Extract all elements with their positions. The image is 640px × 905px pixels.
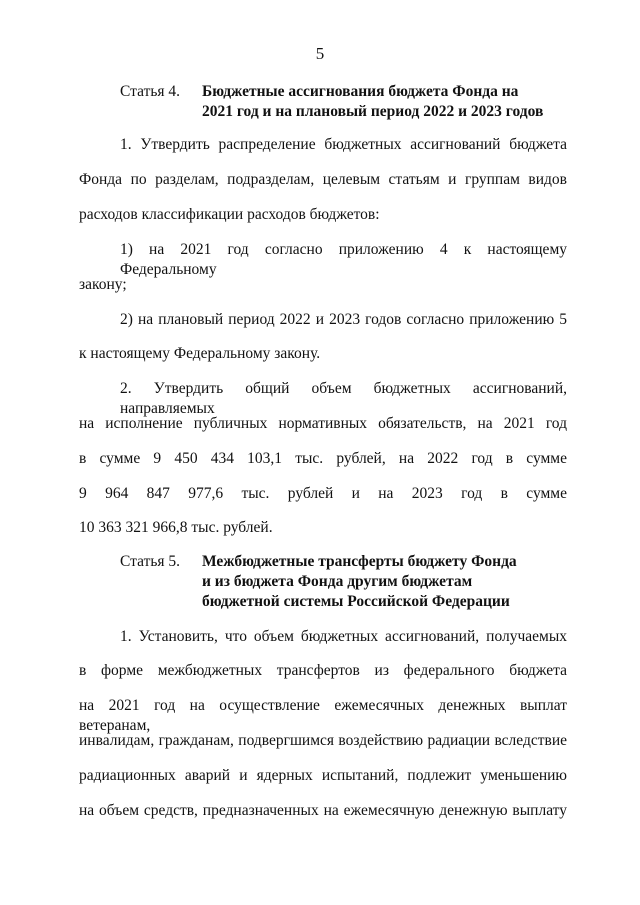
- article-4-title-line: 2021 год и на плановый период 2022 и 2023 годов: [202, 103, 544, 120]
- paragraph-line: 1. Установить, что объем бюджетных ассигнований, получаемых: [120, 628, 567, 645]
- paragraph-line: 2. Утвердить общий объем бюджетных ассигнований, направляемых: [120, 380, 567, 417]
- paragraph-line: 1. Утвердить распределение бюджетных ассигнований бюджета: [120, 136, 567, 153]
- paragraph-line: закону;: [79, 276, 127, 293]
- article-5-title-line: и из бюджета Фонда другим бюджетам: [202, 573, 473, 590]
- paragraph-line: 10 363 321 966,8 тыс. рублей.: [79, 519, 273, 536]
- paragraph-line: 2) на плановый период 2022 и 2023 годов согласно приложению 5: [120, 311, 567, 328]
- paragraph-line: Фонда по разделам, подразделам, целевым статьям и группам видов: [79, 171, 567, 188]
- paragraph-line: на исполнение публичных нормативных обязательств, на 2021 год: [79, 415, 567, 432]
- paragraph-line: 9 964 847 977,6 тыс. рублей и на 2023 год в сумме: [79, 485, 567, 502]
- article-4-heading: [120, 82, 543, 122]
- paragraph-line: на 2021 год на осуществление ежемесячных денежных выплат ветеранам,: [79, 697, 567, 734]
- article-4-title: [202, 82, 543, 122]
- paragraph-line: к настоящему Федеральному закону.: [79, 345, 321, 362]
- paragraph-line: 1) на 2021 год согласно приложению 4 к настоящему Федеральному: [120, 241, 567, 278]
- paragraph-line: в форме межбюджетных трансфертов из федерального бюджета: [79, 662, 567, 679]
- article-5-title: [202, 552, 517, 612]
- article-5-title-line: Межбюджетные трансферты бюджету Фонда: [202, 553, 517, 570]
- article-4-label: Статья 4.: [120, 83, 181, 100]
- paragraph-line: расходов классификации расходов бюджетов:: [79, 206, 380, 223]
- article-5-heading: [120, 552, 517, 612]
- page-number: 5: [315, 44, 325, 63]
- article-4-title-line: Бюджетные ассигнования бюджета Фонда на: [202, 83, 519, 100]
- paragraph-line: радиационных аварий и ядерных испытаний, подлежит уменьшению: [79, 767, 567, 784]
- article-5-label: Статья 5.: [120, 553, 181, 570]
- paragraph-line: на объем средств, предназначенных на ежемесячную денежную выплату: [79, 802, 567, 819]
- paragraph-line: инвалидам, гражданам, подвергшимся воздействию радиации вследствие: [79, 732, 567, 749]
- paragraph-line: в сумме 9 450 434 103,1 тыс. рублей, на 2022 год в сумме: [79, 450, 567, 467]
- article-5-title-line: бюджетной системы Российской Федерации: [202, 593, 510, 610]
